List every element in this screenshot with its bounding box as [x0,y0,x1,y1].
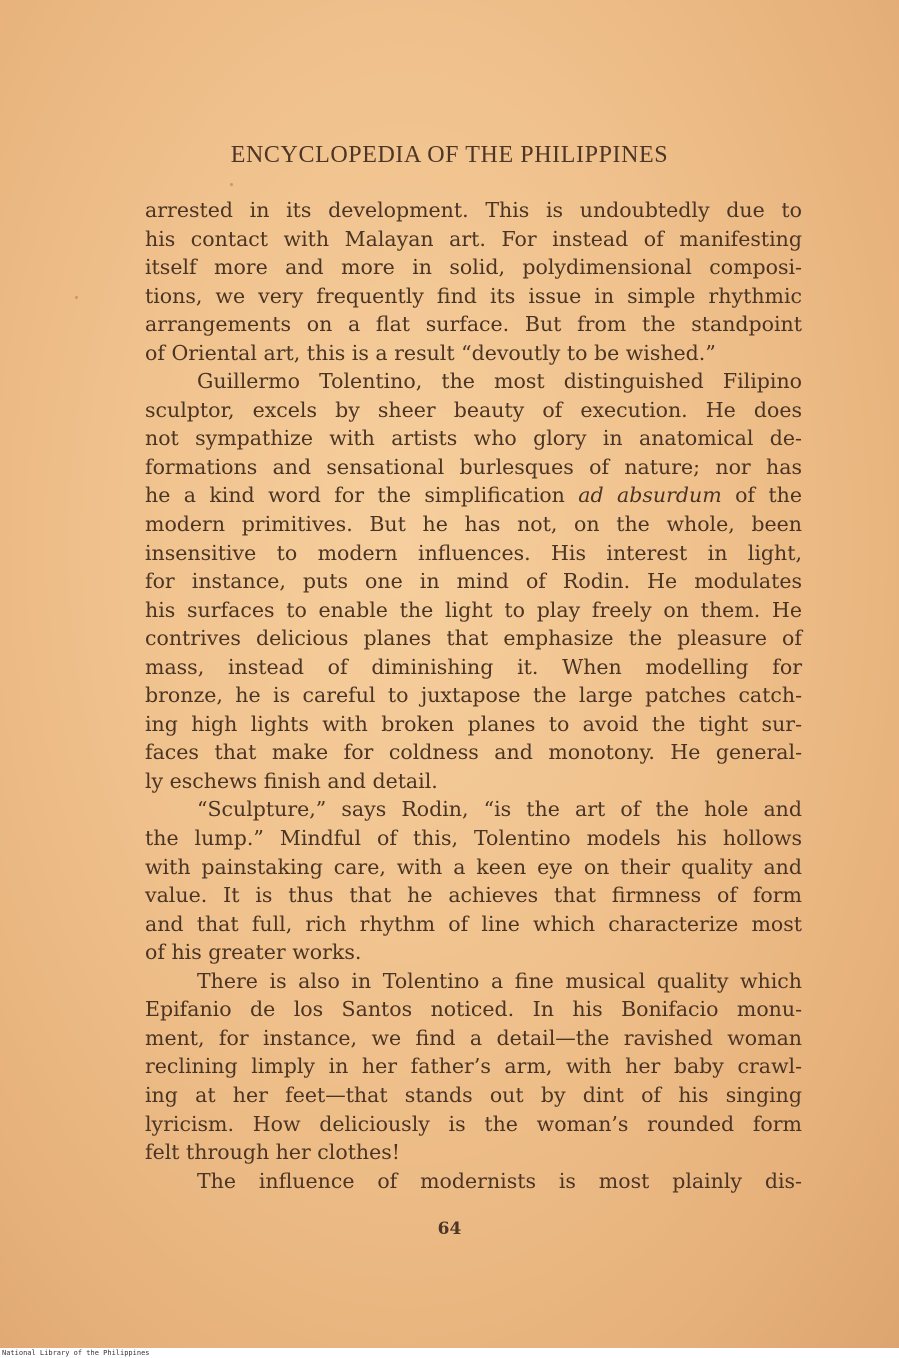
library-credit: National Library of the Philippines [2,1349,150,1357]
text-line: of his greater works. [145,940,362,965]
text-line: contrives delicious planes that emphasize the pleasure of [145,626,802,651]
text-line: arrested in its development. This is undoubtedly due to [145,198,802,222]
text-line: tions, we very frequently find its issue in simple rhythmic [145,283,802,308]
text-line: formations and sensational burlesques of nature; nor has [145,454,802,479]
text-line: not sympathize with artists who glory in anatomical de- [145,426,802,451]
text-line: felt through her clothes! [145,1140,401,1165]
paper-speck [230,183,233,186]
running-title: ENCYCLOPEDIA OF THE PHILIPPINES [230,142,669,168]
text-line: reclining limply in her father’s arm, with her baby crawl- [145,1054,802,1079]
text-run: of the [721,483,802,508]
text-line: faces that make for coldness and monotony. He general- [145,740,802,765]
text-line: and that full, rich rhythm of line which characterize most [145,911,802,936]
text-line: of Oriental art, this is a result “devoutly to be wished.” [145,340,716,365]
page-number: 64 [437,1219,462,1239]
text-line-with-italic [145,481,802,510]
text-run: he a kind word for the simplification [145,483,579,508]
text-line: ment, for instance, we find a detail—the ravished woman [145,1025,802,1050]
text-line: his contact with Malayan art. For instead of manifesting [145,226,802,251]
text-line: ly eschews finish and detail. [145,768,438,793]
footer-bar [0,1348,899,1358]
text-line: insensitive to modern influences. His interest in light, [145,540,802,565]
text-line: arrangements on a flat surface. But from the standpoint [145,312,802,337]
body-text [145,196,802,1195]
text-line: the lump.” Mindful of this, Tolentino models his hollows [145,826,802,851]
text-line: ing at her feet—that stands out by dint of his singing [145,1082,802,1107]
text-line: lyricism. How deliciously is the woman’s rounded form [145,1111,802,1136]
text-line: his surfaces to enable the light to play freely on them. He [145,597,802,622]
paragraph-first-line: The influence of modernists is most plainly dis- [197,1168,802,1193]
italic-phrase: ad absurdum [578,483,722,508]
text-line: mass, instead of diminishing it. When modelling for [145,654,802,679]
text-line: modern primitives. But he has not, on the whole, been [145,512,802,537]
text-line: sculptor, excels by sheer beauty of execution. He does [145,397,802,422]
text-line: bronze, he is careful to juxtapose the large patches catch- [145,683,802,708]
text-line: value. It is thus that he achieves that firmness of form [145,883,802,908]
text-line: for instance, puts one in mind of Rodin. He modulates [145,569,802,594]
text-line: itself more and more in solid, polydimensional composi- [145,255,802,280]
paragraph-first-line: There is also in Tolentino a fine musical quality which [197,968,802,993]
text-line: ing high lights with broken planes to avoid the tight sur- [145,711,802,736]
paragraph-first-line: Guillermo Tolentino, the most distinguished Filipino [197,369,802,394]
text-line: with painstaking care, with a keen eye on their quality and [145,854,802,879]
paragraph-first-line: “Sculpture,” says Rodin, “is the art of the hole and [197,797,802,822]
paper-speck [75,296,78,299]
text-line: Epifanio de los Santos noticed. In his Bonifacio monu- [145,997,802,1022]
